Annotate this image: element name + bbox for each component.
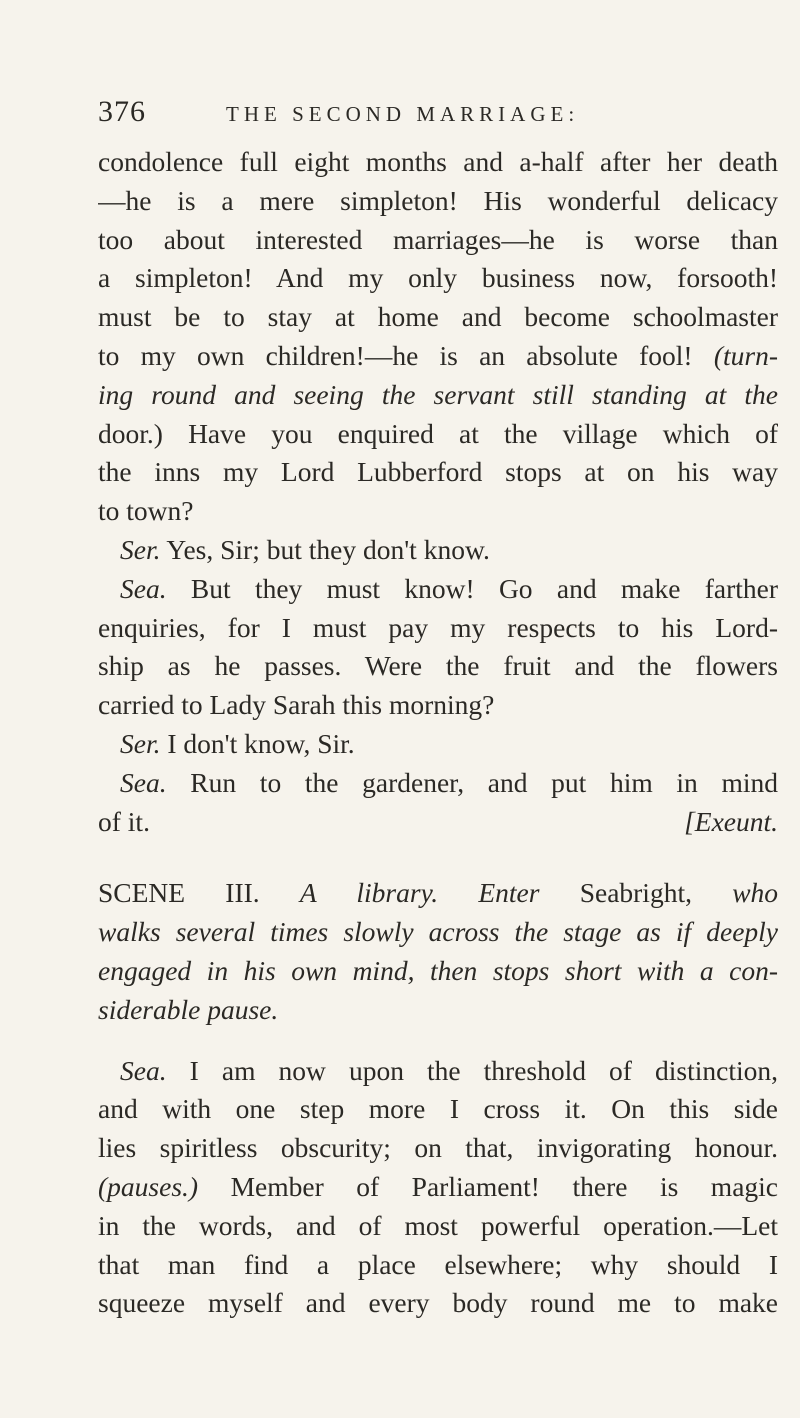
text-line: carried to Lady Sarah this morning? — [98, 689, 495, 721]
stage-direction-line — [98, 952, 778, 991]
speaker-label: Sea. — [120, 1054, 167, 1086]
text-segment: to my own children!—he is an absolute fool! — [98, 339, 693, 371]
text-line: squeeze myself and every body round me to make — [98, 1287, 778, 1319]
character-name: Seabright, — [579, 877, 692, 909]
speaker-label: Ser. — [120, 533, 161, 565]
text-line: the inns my Lord Lubberford stops at on his way — [98, 456, 778, 488]
stage-direction: Enter — [478, 877, 540, 909]
text-segment: But they must know! Go and make farther — [190, 572, 778, 604]
scene-heading-line — [98, 874, 778, 913]
text-segment: Member of Parliament! there is magic — [230, 1170, 778, 1202]
text-line: a simpleton! And my only business now, forsooth! — [98, 262, 778, 294]
speaker-label: Ser. — [120, 727, 161, 759]
spacer — [98, 1030, 778, 1052]
servant-speech — [98, 725, 778, 764]
spacer — [98, 841, 778, 874]
text-line — [98, 570, 778, 609]
text-line: lies spiritless obscurity; on that, invigorating honour. — [98, 1132, 778, 1164]
text-line: too about interested marriages—he is worse than — [98, 223, 778, 255]
speech-continued — [98, 143, 778, 531]
scene-heading-block — [98, 874, 778, 1029]
stage-direction: engaged in his own mind, then stops short with a con- — [98, 954, 778, 986]
speaker-label: Sea. — [120, 572, 167, 604]
text-line: ship as he passes. Were the fruit and the flowers — [98, 650, 778, 682]
seabright-speech — [98, 764, 778, 842]
servant-speech — [98, 531, 778, 570]
speech-text: Yes, Sir; but they don't know. — [166, 533, 490, 565]
stage-direction: siderable pause. — [98, 993, 279, 1025]
text-line — [98, 764, 778, 803]
stage-direction-line — [98, 376, 778, 415]
text-line: enquiries, for I must pay my respects to his Lord- — [98, 611, 778, 643]
seabright-monologue — [98, 1052, 778, 1324]
page-number: 376 — [98, 95, 146, 128]
text-segment: I am now upon the threshold of distinction, — [189, 1054, 778, 1086]
seabright-speech — [98, 570, 778, 725]
text-line: condolence full eight months and a-half after her death — [98, 146, 778, 177]
text-line: in the words, and of most powerful operation.—Let — [98, 1209, 778, 1241]
text-line: that man find a place elsewhere; why should I — [98, 1248, 778, 1280]
text-segment: of it. — [98, 805, 150, 837]
stage-direction: (pauses.) — [98, 1170, 199, 1202]
text-line: must be to stay at home and become schoolmaster — [98, 301, 778, 333]
stage-direction: (turn- — [713, 339, 778, 371]
text-line — [98, 1168, 778, 1207]
exit-direction: [Exeunt. — [684, 805, 778, 837]
running-title: THE SECOND MARRIAGE: — [226, 102, 580, 126]
text-line: to town? — [98, 495, 194, 527]
text-segment: Run to the gardener, and put him in mind — [190, 766, 778, 798]
stage-direction: walks several times slowly across the stage as if deeply — [98, 916, 778, 948]
text-line: —he is a mere simpleton! His wonderful delicacy — [98, 184, 778, 216]
stage-direction: A library. — [299, 877, 439, 909]
stage-direction: who — [732, 877, 778, 909]
text-line: door.) Have you enquired at the village which of — [98, 417, 778, 449]
scene-heading: SCENE III. — [98, 877, 260, 909]
book-page — [98, 95, 778, 1323]
text-line — [98, 1052, 778, 1091]
text-line — [98, 337, 778, 376]
text-line — [98, 803, 778, 842]
text-line: and with one step more I cross it. On this side — [98, 1093, 778, 1125]
stage-direction-line — [98, 991, 778, 1030]
speaker-label: Sea. — [120, 766, 167, 798]
stage-direction: ing round and seeing the servant still standing at the — [98, 378, 778, 410]
speech-text: I don't know, Sir. — [167, 727, 355, 759]
stage-direction-line — [98, 913, 778, 952]
running-head — [98, 95, 778, 143]
